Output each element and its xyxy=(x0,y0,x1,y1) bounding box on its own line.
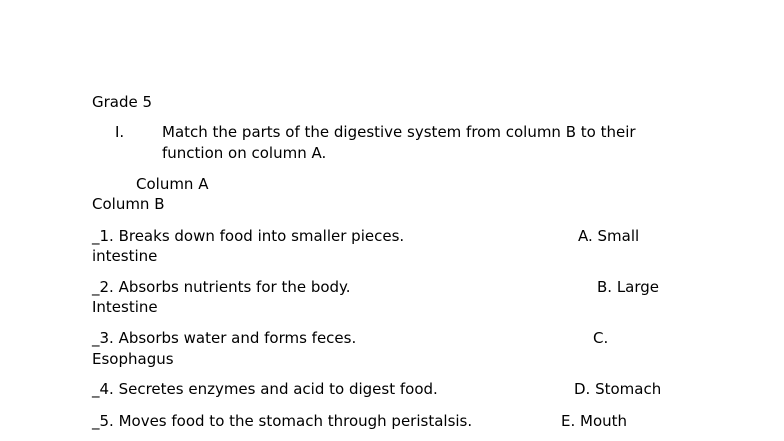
item-1-function: _1. Breaks down food into smaller pieces. xyxy=(92,227,405,245)
instruction-line-1: Match the parts of the digestive system from column B to their xyxy=(162,123,636,141)
item-2-function: _2. Absorbs nutrients for the body. xyxy=(92,278,351,296)
item-4-function: _4. Secretes enzymes and acid to digest food. xyxy=(92,380,438,398)
item-3-function: _3. Absorbs water and forms feces. xyxy=(92,329,357,347)
item-2-answer-continued: Intestine xyxy=(92,298,158,316)
column-a-header: Column A xyxy=(136,175,209,193)
item-1-answer-continued: intestine xyxy=(92,247,158,265)
item-2-answer: B. Large xyxy=(597,278,660,296)
instruction-line-2: function on column A. xyxy=(162,144,327,162)
item-1-answer: A. Small xyxy=(578,227,640,245)
item-5-function: _5. Moves food to the stomach through peristalsis. xyxy=(92,412,473,430)
instruction-number: I. xyxy=(115,123,125,141)
item-3-answer-continued: Esophagus xyxy=(92,350,174,368)
item-4-answer: D. Stomach xyxy=(574,380,662,398)
item-3-answer: C. xyxy=(593,329,609,347)
column-b-header: Column B xyxy=(92,195,165,213)
grade-label: Grade 5 xyxy=(92,93,153,111)
item-5-answer: E. Mouth xyxy=(561,412,628,430)
